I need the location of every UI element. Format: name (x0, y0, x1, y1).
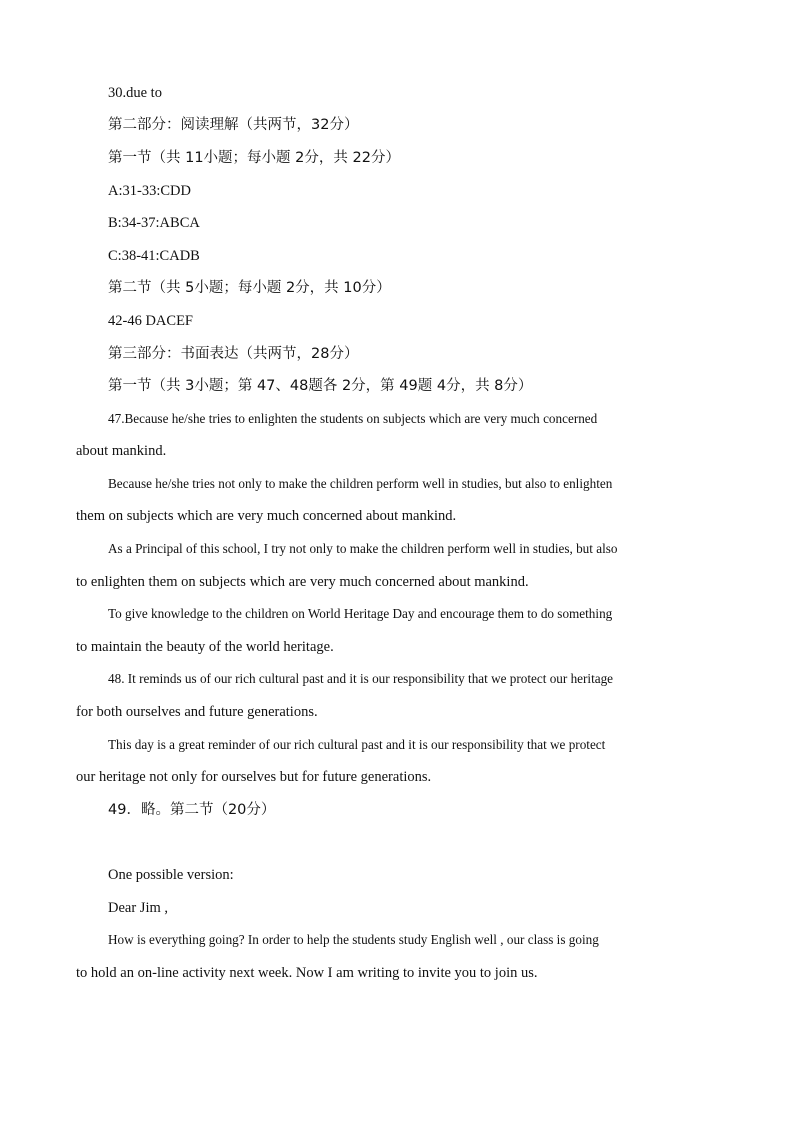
essay-salutation: Dear Jim , (108, 900, 168, 916)
paragraph-47c-line1: As a Principal of this school, I try not only to make the children perform well in studies, but also (108, 541, 618, 556)
paragraph-47-line1: 47.Because he/she tries to enlighten the students on subjects which are very much concerned (108, 411, 598, 426)
paragraph-47d-line2: to maintain the beauty of the world heritage. (76, 639, 334, 655)
paragraph-47-line2: about mankind. (76, 443, 167, 459)
subsection-heading-1: 第一节（共 11小题；每小题 2分，共 22分） (108, 150, 400, 166)
answer-line-42-46: 42-46 DACEF (108, 313, 193, 329)
paragraph-48b-line1: This day is a great reminder of our rich cultural past and it is our responsibility that we protect (108, 737, 606, 752)
paragraph-48b-line2: our heritage not only for ourselves but for future generations. (76, 769, 432, 785)
essay-body-line2: to hold an on-line activity next week. Now I am writing to invite you to join us. (76, 965, 538, 981)
section-heading-part3: 第三部分：书面表达（共两节，28分） (108, 346, 359, 362)
answer-line-30: 30.due to (108, 85, 162, 101)
subsection-heading-2: 第二节（共 5小题；每小题 2分，共 10分） (108, 280, 391, 296)
paragraph-48-line2: for both ourselves and future generations. (76, 704, 318, 720)
answer-line-c: C:38-41:CADB (108, 248, 200, 264)
essay-body-line1: How is everything going? In order to help the students study English well , our class is going (108, 932, 599, 947)
paragraph-47c-line2: to enlighten them on subjects which are very much concerned about mankind. (76, 574, 529, 590)
subsection-heading-3: 第一节（共 3小题；第 47、48题各 2分，第 49题 4分，共 8分） (108, 378, 533, 394)
paragraph-47b-line1: Because he/she tries not only to make the children perform well in studies, but also to enlighten (108, 476, 613, 491)
paragraph-47d-line1: To give knowledge to the children on World Heritage Day and encourage them to do something (108, 606, 613, 621)
section-heading-49: 49．略。第二节（20分） (108, 802, 276, 818)
paragraph-48-line1: 48. It reminds us of our rich cultural past and it is our responsibility that we protect our heritage (108, 671, 614, 686)
paragraph-47b-line2: them on subjects which are very much concerned about mankind. (76, 508, 457, 524)
section-heading-part2: 第二部分：阅读理解（共两节，32分） (108, 117, 359, 133)
essay-intro: One possible version: (108, 867, 234, 883)
answer-line-a: A:31-33:CDD (108, 183, 191, 199)
answer-line-b: B:34-37:ABCA (108, 215, 200, 231)
